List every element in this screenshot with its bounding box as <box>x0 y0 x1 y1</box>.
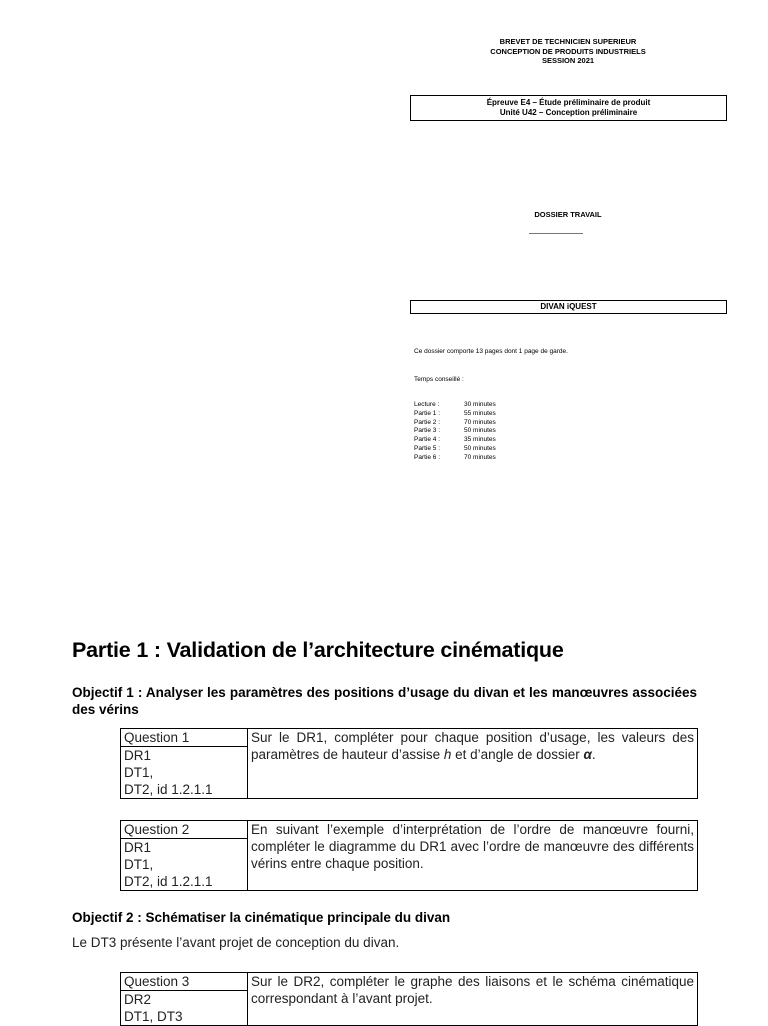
timing-value: 55 minutes <box>464 409 496 417</box>
timing-row <box>414 436 496 445</box>
question-text: et d’angle de dossier <box>451 747 584 762</box>
timing-label: Partie 3 : <box>414 427 441 435</box>
timing-row <box>414 454 496 463</box>
exam-header <box>410 37 726 66</box>
timing-table <box>414 401 496 463</box>
timing-row <box>414 401 496 410</box>
divider-line <box>529 233 583 234</box>
epreuve-line-1: Épreuve E4 – Étude préliminaire de produit <box>486 98 651 107</box>
timing-value: 50 minutes <box>464 427 496 435</box>
reference: DR2 <box>124 992 152 1007</box>
timing-row <box>414 427 496 436</box>
timing-value: 50 minutes <box>464 444 496 452</box>
header-line-3: SESSION 2021 <box>541 56 595 65</box>
reference: DR1 <box>124 840 152 855</box>
question-2-text: En suivant l’exemple d’interprétation de l’ordre de manœuvre fourni, compléter le diagramme du DR1 avec l’ordre de manœuvre des différents vérins entre chaque position. <box>248 821 698 891</box>
dossier-title: DOSSIER TRAVAIL <box>534 210 602 219</box>
timing-value: 70 minutes <box>464 453 496 461</box>
question-1-refs <box>121 729 248 799</box>
question-1-text <box>248 729 698 799</box>
timing-row <box>414 445 496 454</box>
question-text: . <box>591 747 596 762</box>
question-2-refs <box>121 821 248 891</box>
question-label: Question 2 <box>121 821 247 839</box>
question-2-table <box>120 820 698 891</box>
timing-label: Partie 1 : <box>414 409 441 417</box>
reference: DT1, DT3 <box>124 1009 183 1024</box>
variable-h: h <box>443 747 452 762</box>
question-text: Sur le DR1, compléter pour chaque position d’usage, les valeurs des paramètres de hauteur d’assise <box>251 730 694 762</box>
timing-label: Partie 5 : <box>414 444 441 452</box>
timing-label: Partie 6 : <box>414 453 441 461</box>
partie-title: Partie 1 : Validation de l’architecture cinématique <box>72 638 564 662</box>
question-3-refs <box>121 973 248 1026</box>
question-label: Question 3 <box>121 973 247 991</box>
variable-alpha: α <box>583 747 592 762</box>
timing-label: Partie 4 : <box>414 436 441 444</box>
reference: DT2, id 1.2.1.1 <box>124 782 213 797</box>
objectif-2-heading: Objectif 2 : Schématiser la cinématique principale du divan <box>72 910 451 925</box>
epreuve-line-2: Unité U42 – Conception préliminaire <box>499 108 638 117</box>
question-3-text: Sur le DR2, compléter le graphe des liaisons et le schéma cinématique correspondant à l’avant projet. <box>248 973 698 1026</box>
reference: DT2, id 1.2.1.1 <box>124 874 213 889</box>
product-box: DIVAN iQUEST <box>410 300 727 314</box>
objectif-2-intro: Le DT3 présente l’avant projet de conception du divan. <box>72 935 400 950</box>
timing-row <box>414 419 496 428</box>
reference: DT1, <box>124 857 154 872</box>
objectif-1-heading: Objectif 1 : Analyser les paramètres des positions d’usage du divan et les manœuvres associées des vérins <box>72 685 697 717</box>
header-line-2: CONCEPTION DE PRODUITS INDUSTRIELS <box>490 46 646 56</box>
question-label: Question 1 <box>121 729 247 747</box>
reference: DR1 <box>124 748 152 763</box>
header-line-1: BREVET DE TECHNICIEN SUPERIEUR <box>499 37 637 46</box>
timing-label: Lecture : <box>414 401 440 408</box>
question-1-table <box>120 728 698 799</box>
pages-note: Ce dossier comporte 13 pages dont 1 page de garde. <box>414 348 568 355</box>
reference: DT1, <box>124 765 154 780</box>
timing-value: 70 minutes <box>464 418 496 426</box>
timing-label: Partie 2 : <box>414 418 441 426</box>
question-3-table <box>120 972 698 1026</box>
timing-value: 30 minutes <box>464 401 496 408</box>
epreuve-box <box>410 95 727 121</box>
timing-value: 35 minutes <box>464 436 496 444</box>
timing-row <box>414 410 496 419</box>
temps-label: Temps conseillé : <box>414 376 464 383</box>
